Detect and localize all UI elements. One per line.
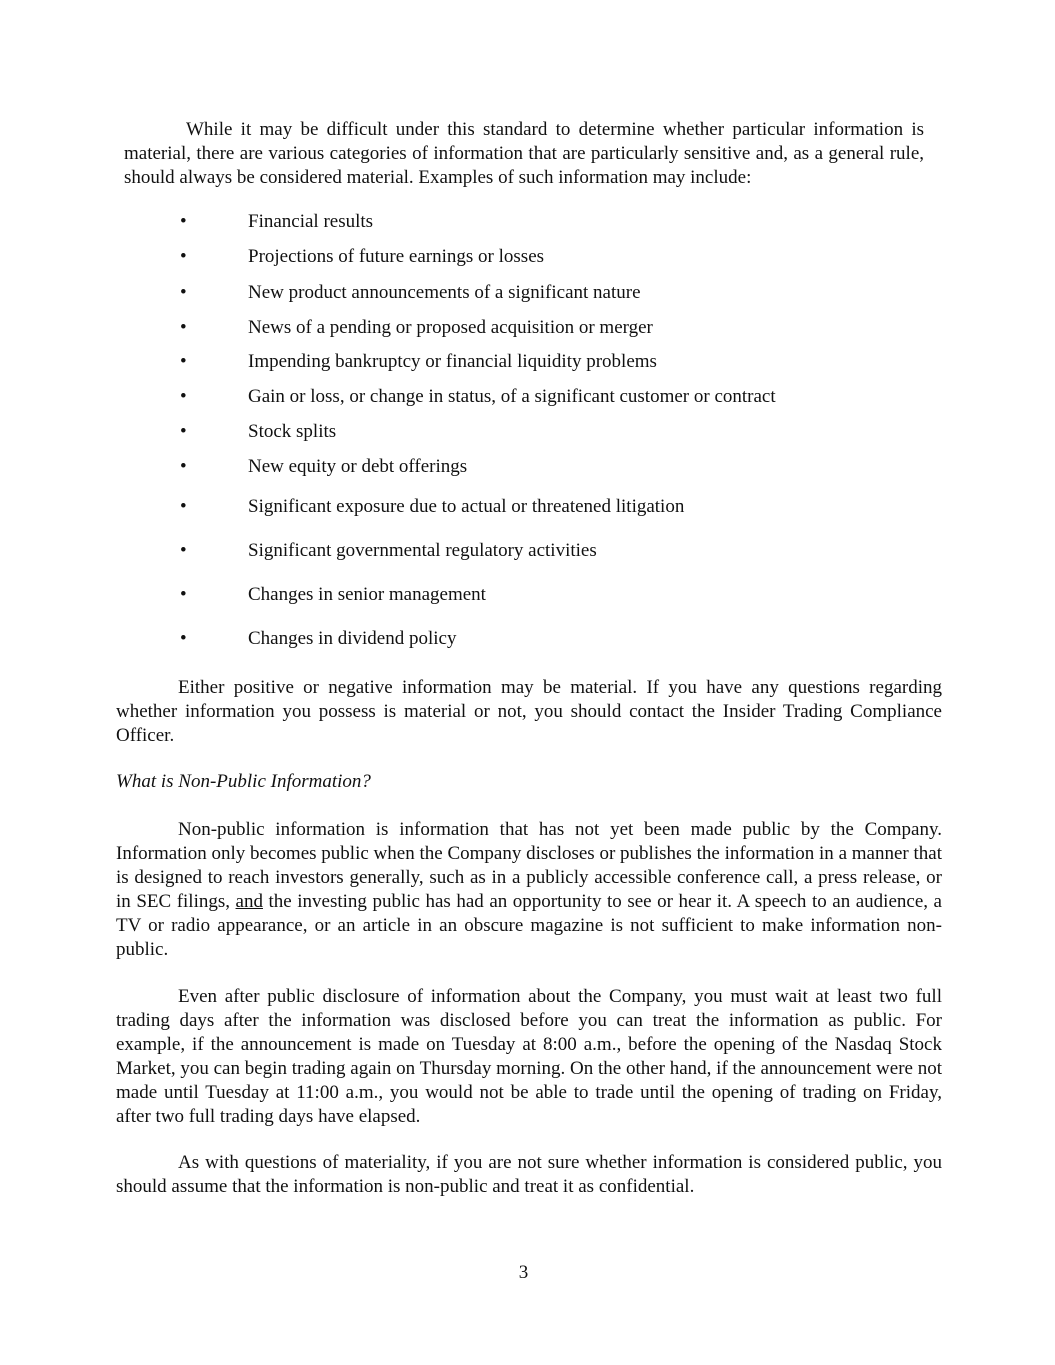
bullet-icon: • — [180, 386, 187, 407]
materiality-paragraph: Either positive or negative information may be material. If you have any questions regarding whether information you possess is material or not, you should contact the Insider Trading Compliance Officer. — [116, 677, 942, 746]
bullet-icon: • — [180, 584, 187, 605]
list-item-text: New equity or debt offerings — [248, 456, 468, 477]
list-item-text: Projections of future earnings or losses — [248, 246, 545, 267]
emphasis-underlined-word: and — [235, 891, 263, 912]
bullet-icon: • — [180, 496, 187, 517]
list-item — [180, 495, 880, 519]
bullet-icon: • — [180, 421, 187, 442]
list-item-text: New product announcements of a significant nature — [248, 282, 641, 303]
list-item — [180, 539, 880, 563]
list-item — [180, 420, 880, 444]
list-item — [180, 350, 880, 374]
list-item-text: Changes in dividend policy — [248, 628, 457, 649]
confidentiality-paragraph: As with questions of materiality, if you are not sure whether information is considered public, you should assume that the information is non-public and treat it as confidential. — [116, 1152, 942, 1197]
list-item — [180, 281, 880, 305]
list-item-text: News of a pending or proposed acquisition or merger — [248, 317, 653, 338]
list-item-text: Gain or loss, or change in status, of a significant customer or contract — [248, 386, 776, 407]
list-item — [180, 455, 880, 479]
list-item — [180, 316, 880, 340]
bullet-icon: • — [180, 211, 187, 232]
list-item — [180, 583, 880, 607]
section-heading: What is Non-Public Information? — [116, 771, 371, 792]
bullet-icon: • — [180, 456, 187, 477]
nonpublic-paragraph — [116, 818, 942, 962]
page-number: 3 — [518, 1262, 529, 1283]
list-item — [180, 385, 880, 409]
nonpublic-text-end: the investing public has had an opportunity to see or hear it. A speech to an audience, a TV or radio appearance, or an article in an obscure magazine is not sufficient to make information non-public. — [116, 891, 942, 960]
nonpublic-text-start: Non-public information is information that has not yet been made public by the Company. Information only becomes public when the Company discloses or publishes the information in a manner that is designed to reach investors generally, such as in a publicly accessible conference call, a press release, or in SEC filings, — [116, 819, 942, 912]
bullet-icon: • — [180, 317, 187, 338]
list-item — [180, 210, 880, 234]
bullet-icon: • — [180, 628, 187, 649]
bullet-icon: • — [180, 351, 187, 372]
waiting-period-paragraph: Even after public disclosure of information about the Company, you must wait at least two full trading days after the information was disclosed before you can treat the information as public. For example, if the announcement is made on Tuesday at 8:00 a.m., before the opening of the Nasdaq Stock Market, you can begin trading again on Thursday morning. On the other hand, if the announcement were not made until Tuesday at 11:00 a.m., you would not be able to trade until the opening of trading on Friday, after two full trading days have elapsed. — [116, 986, 942, 1127]
bullet-icon: • — [180, 282, 187, 303]
list-item — [180, 245, 880, 269]
list-item-text: Stock splits — [248, 421, 337, 442]
list-item-text: Significant governmental regulatory activities — [248, 540, 597, 561]
bullet-icon: • — [180, 246, 187, 267]
list-item-text: Impending bankruptcy or financial liquidity problems — [248, 351, 657, 372]
list-item-text: Significant exposure due to actual or threatened litigation — [248, 496, 685, 517]
bullet-icon: • — [180, 540, 187, 561]
list-item-text: Financial results — [248, 211, 374, 232]
intro-paragraph: While it may be difficult under this standard to determine whether particular information is material, there are various categories of information that are particularly sensitive and, as a general rule, should always be considered material. Examples of such information may include: — [124, 119, 924, 188]
list-item — [180, 627, 880, 651]
list-item-text: Changes in senior management — [248, 584, 486, 605]
